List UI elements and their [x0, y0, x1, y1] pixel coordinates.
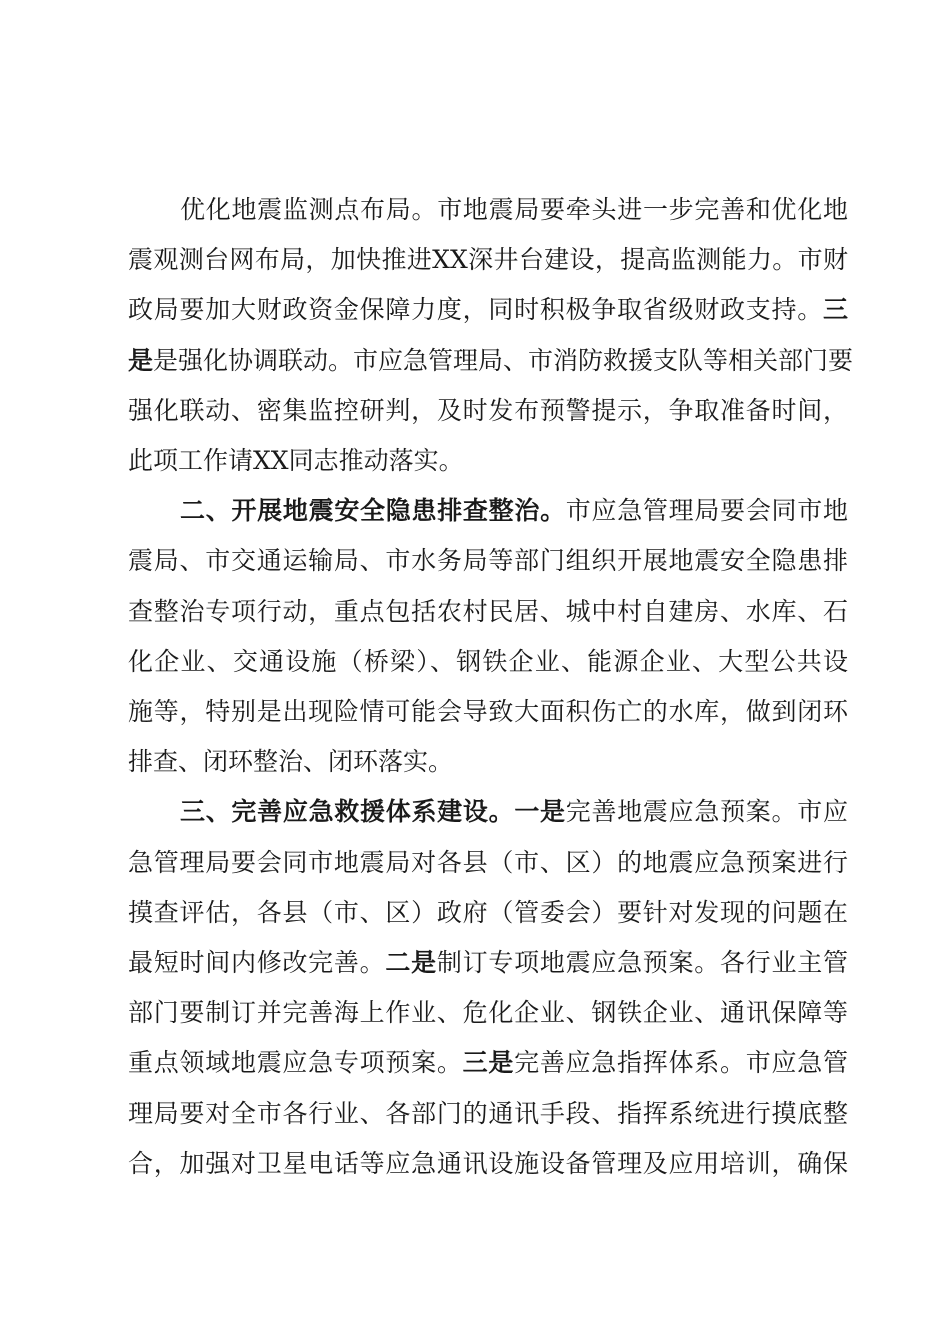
- text-line: [128, 938, 848, 988]
- text-line: 急管理局要会同市地震局对各县（市、区）的地震应急预案进行: [128, 847, 848, 877]
- paragraph-2: [128, 486, 848, 787]
- text-line: [128, 787, 848, 837]
- document-page: [128, 185, 854, 1189]
- text-line: 此项工作请XX同志推动落实。: [128, 446, 464, 476]
- text-line: [128, 285, 848, 335]
- text-line: [128, 486, 848, 536]
- paragraph-1: [128, 185, 854, 486]
- text-run: 市应急管理局要会同市地: [565, 496, 848, 526]
- text-line: 化企业、交通设施（桥梁）、钢铁企业、能源企业、大型公共设: [128, 646, 848, 676]
- text-run: 最短时间内修改完善。: [128, 948, 386, 978]
- text-run: 是强化协调联动。市应急管理局、市消防救援支队等相关部门要: [153, 345, 854, 375]
- text-run: 重点领域地震应急专项预案。: [128, 1048, 463, 1078]
- section-heading: 二、开展地震安全隐患排查整治。: [180, 496, 566, 526]
- text-run: 制订专项地震应急预案。各行业主管: [436, 948, 848, 978]
- emphasis-marker: 二是: [385, 948, 437, 978]
- emphasis-marker: 一是: [514, 797, 566, 827]
- text-line: 摸查评估，各县（市、区）政府（管委会）要针对发现的问题在: [128, 897, 848, 927]
- text-line: 查整治专项行动，重点包括农村民居、城中村自建房、水库、石: [128, 596, 848, 626]
- paragraph-3: [128, 787, 848, 1189]
- text-run: 完善地震应急预案。市应: [565, 797, 848, 827]
- text-line: 强化联动、密集监控研判，及时发布预警提示，争取准备时间，: [128, 395, 848, 425]
- emphasis-marker: 是: [128, 345, 154, 375]
- text-line: 排查、闭环整治、闭环落实。: [128, 747, 454, 777]
- section-heading: 三、完善应急救援体系建设。: [180, 797, 515, 827]
- text-line: 震局、市交通运输局、市水务局等部门组织开展地震安全隐患排: [128, 546, 848, 576]
- text-line: [128, 1038, 848, 1088]
- emphasis-marker: 三是: [462, 1048, 515, 1078]
- text-line: 部门要制订并完善海上作业、危化企业、钢铁企业、通讯保障等: [128, 998, 848, 1028]
- text-line: 合，加强对卫星电话等应急通讯设施设备管理及应用培训，确保: [128, 1148, 848, 1178]
- text-line: 理局要对全市各行业、各部门的通讯手段、指挥系统进行摸底整: [128, 1098, 848, 1128]
- emphasis-marker: 三: [822, 295, 848, 325]
- text-line: 优化地震监测点布局。市地震局要牵头进一步完善和优化地: [180, 195, 848, 224]
- text-line: 施等，特别是出现险情可能会导致大面积伤亡的水库，做到闭环: [128, 697, 848, 727]
- text-run: 完善应急指挥体系。市应急管: [514, 1048, 848, 1078]
- text-line: 震观测台网布局，加快推进XX深井台建设，提高监测能力。市财: [128, 245, 848, 275]
- text-run: 政局要加大财政资金保障力度，同时积极争取省级财政支持。: [128, 295, 823, 325]
- text-line: [128, 336, 854, 386]
